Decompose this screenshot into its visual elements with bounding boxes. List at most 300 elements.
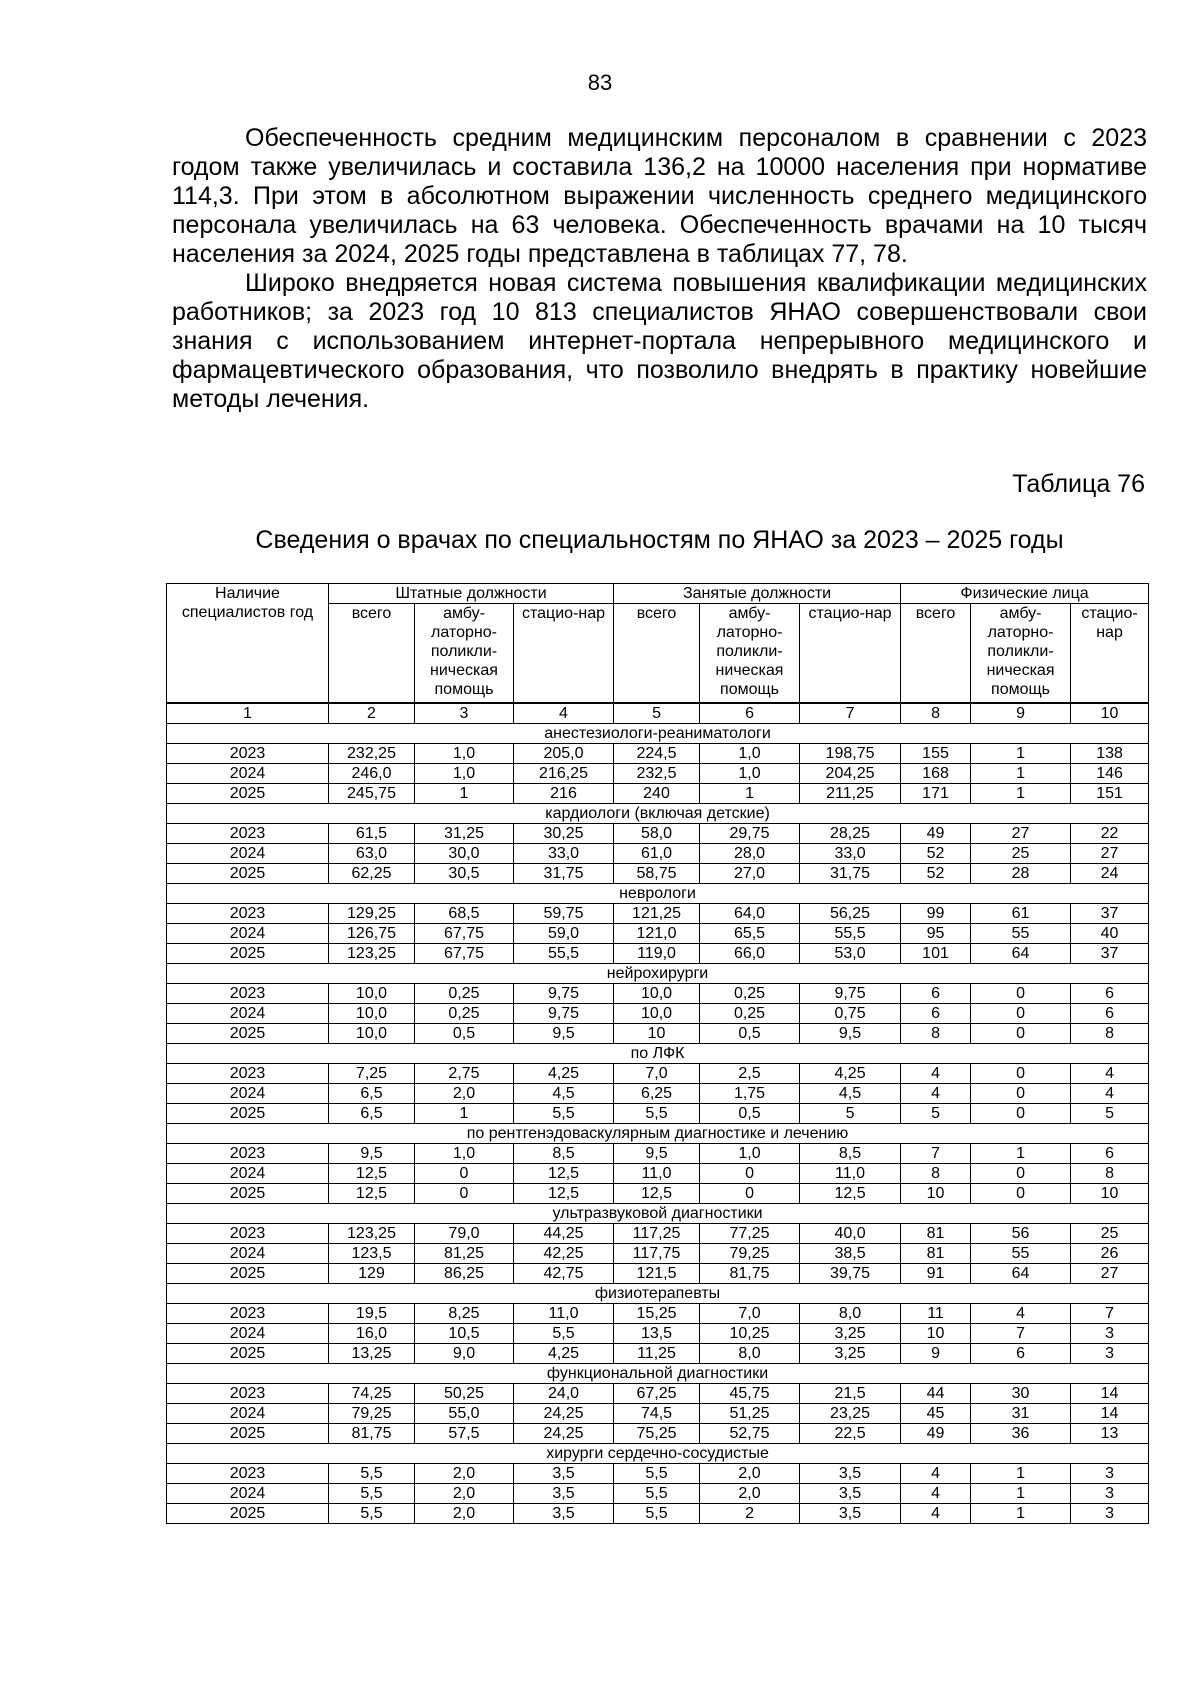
column-number-cell: 10 bbox=[1071, 703, 1149, 724]
header-group-cell: Физические лица bbox=[901, 584, 1149, 604]
table-cell: 55 bbox=[971, 1243, 1071, 1263]
table-cell: 0 bbox=[971, 1003, 1071, 1023]
table-cell: 56 bbox=[971, 1223, 1071, 1243]
table-cell: 53,0 bbox=[800, 943, 901, 963]
table-cell: 58,75 bbox=[614, 863, 700, 883]
table-cell: 56,25 bbox=[800, 903, 901, 923]
table-cell: 75,25 bbox=[614, 1423, 700, 1443]
table-cell: 79,25 bbox=[700, 1243, 800, 1263]
table-cell: 0,75 bbox=[800, 1003, 901, 1023]
header-cell: стацио-нар bbox=[514, 604, 614, 703]
year-cell: 2024 bbox=[167, 1083, 329, 1103]
table-cell: 2,75 bbox=[415, 1063, 514, 1083]
section-header-row bbox=[167, 1043, 1149, 1063]
table-cell: 1,0 bbox=[700, 763, 800, 783]
table-cell: 86,25 bbox=[415, 1263, 514, 1283]
table-cell: 52,75 bbox=[700, 1423, 800, 1443]
column-number-cell: 8 bbox=[901, 703, 971, 724]
table-cell: 4 bbox=[901, 1463, 971, 1483]
table-row bbox=[167, 1163, 1149, 1183]
year-cell: 2023 bbox=[167, 1383, 329, 1403]
table-cell: 3,5 bbox=[800, 1503, 901, 1523]
table-cell: 33,0 bbox=[800, 843, 901, 863]
table-cell: 66,0 bbox=[700, 943, 800, 963]
table-cell: 13,5 bbox=[614, 1323, 700, 1343]
table-cell: 5 bbox=[800, 1103, 901, 1123]
table-cell: 10,0 bbox=[329, 1003, 415, 1023]
year-cell: 2024 bbox=[167, 1003, 329, 1023]
table-row bbox=[167, 1143, 1149, 1163]
year-cell: 2024 bbox=[167, 1483, 329, 1503]
table-cell: 4,25 bbox=[800, 1063, 901, 1083]
table-row bbox=[167, 1243, 1149, 1263]
table-cell: 11,25 bbox=[614, 1343, 700, 1363]
header-cell: стацио-нар bbox=[1071, 604, 1149, 703]
table-cell: 5,5 bbox=[329, 1463, 415, 1483]
header-group-cell: Штатные должности bbox=[329, 584, 614, 604]
table-cell: 205,0 bbox=[514, 743, 614, 763]
table-cell: 119,0 bbox=[614, 943, 700, 963]
table-row bbox=[167, 1223, 1149, 1243]
table-cell: 7,0 bbox=[700, 1303, 800, 1323]
table-cell: 129 bbox=[329, 1263, 415, 1283]
table-cell: 2 bbox=[700, 1503, 800, 1523]
table-cell: 10,0 bbox=[329, 983, 415, 1003]
table-cell: 1 bbox=[415, 783, 514, 803]
table-cell: 27 bbox=[1071, 843, 1149, 863]
table-cell: 24,0 bbox=[514, 1383, 614, 1403]
table-cell: 121,0 bbox=[614, 923, 700, 943]
table-row bbox=[167, 1323, 1149, 1343]
table-cell: 21,5 bbox=[800, 1383, 901, 1403]
section-title-cell: физиотерапевты bbox=[167, 1283, 1149, 1303]
table-cell: 9,75 bbox=[514, 1003, 614, 1023]
table-cell: 224,5 bbox=[614, 743, 700, 763]
table-cell: 2,5 bbox=[700, 1063, 800, 1083]
table-cell: 95 bbox=[901, 923, 971, 943]
table-cell: 59,0 bbox=[514, 923, 614, 943]
section-title-cell: ультразвуковой диагностики bbox=[167, 1203, 1149, 1223]
table-cell: 68,5 bbox=[415, 903, 514, 923]
table-cell: 0 bbox=[971, 1023, 1071, 1043]
table-cell: 7 bbox=[971, 1323, 1071, 1343]
table-cell: 63,0 bbox=[329, 843, 415, 863]
table-cell: 232,5 bbox=[614, 763, 700, 783]
table-cell: 138 bbox=[1071, 743, 1149, 763]
table-cell: 12,5 bbox=[514, 1183, 614, 1203]
section-header-row bbox=[167, 963, 1149, 983]
table-cell: 81,75 bbox=[329, 1423, 415, 1443]
table-cell: 4 bbox=[901, 1063, 971, 1083]
table-cell: 26 bbox=[1071, 1243, 1149, 1263]
table-cell: 3,5 bbox=[514, 1483, 614, 1503]
section-title-cell: неврологи bbox=[167, 883, 1149, 903]
table-cell: 8,0 bbox=[700, 1343, 800, 1363]
table-cell: 0 bbox=[971, 1163, 1071, 1183]
table-cell: 31,75 bbox=[514, 863, 614, 883]
table-cell: 6 bbox=[901, 1003, 971, 1023]
header-cell: амбу-латорно-поликли-ническая помощь bbox=[700, 604, 800, 703]
year-cell: 2025 bbox=[167, 1263, 329, 1283]
table-cell: 77,25 bbox=[700, 1223, 800, 1243]
table-cell: 67,75 bbox=[415, 923, 514, 943]
section-header-row bbox=[167, 1443, 1149, 1463]
table-cell: 1,0 bbox=[700, 1143, 800, 1163]
table-cell: 11,0 bbox=[614, 1163, 700, 1183]
table-cell: 126,75 bbox=[329, 923, 415, 943]
table-cell: 4,25 bbox=[514, 1343, 614, 1363]
table-cell: 12,5 bbox=[514, 1163, 614, 1183]
table-cell: 6 bbox=[971, 1343, 1071, 1363]
table-cell: 3,25 bbox=[800, 1343, 901, 1363]
year-cell: 2025 bbox=[167, 863, 329, 883]
year-cell: 2025 bbox=[167, 1503, 329, 1523]
table-cell: 155 bbox=[901, 743, 971, 763]
table-cell: 8 bbox=[1071, 1163, 1149, 1183]
table-cell: 4 bbox=[1071, 1063, 1149, 1083]
table-cell: 1,75 bbox=[700, 1083, 800, 1103]
section-header-row bbox=[167, 1123, 1149, 1143]
header-cell: всего bbox=[614, 604, 700, 703]
table-cell: 44,25 bbox=[514, 1223, 614, 1243]
table-cell: 79,25 bbox=[329, 1403, 415, 1423]
table-cell: 2,0 bbox=[415, 1083, 514, 1103]
header-cell: всего bbox=[329, 604, 415, 703]
table-cell: 204,25 bbox=[800, 763, 901, 783]
table-cell: 3 bbox=[1071, 1463, 1149, 1483]
table-cell: 44 bbox=[901, 1383, 971, 1403]
table-cell: 27 bbox=[971, 823, 1071, 843]
table-cell: 55,0 bbox=[415, 1403, 514, 1423]
table-cell: 45 bbox=[901, 1403, 971, 1423]
table-cell: 232,25 bbox=[329, 743, 415, 763]
year-cell: 2024 bbox=[167, 763, 329, 783]
table-cell: 5,5 bbox=[514, 1103, 614, 1123]
table-cell: 74,5 bbox=[614, 1403, 700, 1423]
table-cell: 9 bbox=[901, 1343, 971, 1363]
table-cell: 0,25 bbox=[415, 1003, 514, 1023]
table-cell: 1,0 bbox=[700, 743, 800, 763]
table-cell: 42,25 bbox=[514, 1243, 614, 1263]
table-cell: 0 bbox=[415, 1183, 514, 1203]
table-cell: 36 bbox=[971, 1423, 1071, 1443]
table-cell: 0 bbox=[971, 983, 1071, 1003]
table-cell: 6,5 bbox=[329, 1103, 415, 1123]
year-cell: 2024 bbox=[167, 1403, 329, 1423]
table-caption: Таблица 76 bbox=[1012, 470, 1145, 498]
table-cell: 9,75 bbox=[800, 983, 901, 1003]
header-cell: амбу-латорно-поликли-ническая помощь bbox=[415, 604, 514, 703]
table-cell: 168 bbox=[901, 763, 971, 783]
column-number-cell: 9 bbox=[971, 703, 1071, 724]
table-row bbox=[167, 923, 1149, 943]
table-cell: 61,5 bbox=[329, 823, 415, 843]
table-cell: 81 bbox=[901, 1223, 971, 1243]
page-number: 83 bbox=[587, 70, 613, 95]
table-row bbox=[167, 943, 1149, 963]
table-cell: 6 bbox=[901, 983, 971, 1003]
table-cell: 0,25 bbox=[700, 1003, 800, 1023]
table-cell: 7,0 bbox=[614, 1063, 700, 1083]
table-cell: 49 bbox=[901, 823, 971, 843]
table-row bbox=[167, 903, 1149, 923]
section-title-cell: нейрохирурги bbox=[167, 963, 1149, 983]
table-cell: 8,5 bbox=[800, 1143, 901, 1163]
table-cell: 0 bbox=[971, 1103, 1071, 1123]
column-number-cell: 1 bbox=[167, 703, 329, 724]
table-cell: 14 bbox=[1071, 1383, 1149, 1403]
table-cell: 5 bbox=[901, 1103, 971, 1123]
table-cell: 67,75 bbox=[415, 943, 514, 963]
table-cell: 55,5 bbox=[514, 943, 614, 963]
table-title: Сведения о врачах по специальностям по ЯНАО за 2023 – 2025 годы bbox=[255, 526, 1064, 554]
table-body bbox=[167, 703, 1149, 1524]
table-group-header-row bbox=[167, 584, 1149, 604]
table-cell: 64 bbox=[971, 943, 1071, 963]
column-number-cell: 4 bbox=[514, 703, 614, 724]
year-cell: 2025 bbox=[167, 943, 329, 963]
table-cell: 31,25 bbox=[415, 823, 514, 843]
year-cell: 2024 bbox=[167, 923, 329, 943]
table-cell: 81 bbox=[901, 1243, 971, 1263]
table-cell: 61,0 bbox=[614, 843, 700, 863]
header-cell: Наличие специалистов год bbox=[167, 584, 329, 703]
table-cell: 4 bbox=[901, 1503, 971, 1523]
section-title-cell: по ЛФК bbox=[167, 1043, 1149, 1063]
table-cell: 22,5 bbox=[800, 1423, 901, 1443]
table-row bbox=[167, 1183, 1149, 1203]
table-cell: 3,5 bbox=[514, 1503, 614, 1523]
header-group-cell: Занятые должности bbox=[614, 584, 901, 604]
table-cell: 49 bbox=[901, 1423, 971, 1443]
table-cell: 171 bbox=[901, 783, 971, 803]
table-cell: 23,25 bbox=[800, 1403, 901, 1423]
table-cell: 9,5 bbox=[800, 1023, 901, 1043]
table-cell: 9,5 bbox=[614, 1143, 700, 1163]
table-cell: 3,25 bbox=[800, 1323, 901, 1343]
table-cell: 8,0 bbox=[800, 1303, 901, 1323]
table-cell: 40,0 bbox=[800, 1223, 901, 1243]
table-cell: 0,25 bbox=[700, 983, 800, 1003]
table-cell: 117,25 bbox=[614, 1223, 700, 1243]
table-cell: 24 bbox=[1071, 863, 1149, 883]
body-text bbox=[172, 124, 1147, 414]
table-cell: 64 bbox=[971, 1263, 1071, 1283]
table-cell: 12,5 bbox=[800, 1183, 901, 1203]
table-cell: 1 bbox=[971, 1463, 1071, 1483]
table-cell: 0,25 bbox=[415, 983, 514, 1003]
section-header-row bbox=[167, 1363, 1149, 1383]
table-cell: 211,25 bbox=[800, 783, 901, 803]
year-cell: 2023 bbox=[167, 983, 329, 1003]
paragraph: Обеспеченность средним медицинским персоналом в сравнении с 2023 годом также увеличилась и составила 136,2 на 10000 населения при нормативе 114,3. При этом в абсолютном выражении численность среднего медицинского персонала увеличилась на 63 человека. Обеспеченность врачами на 10 тысяч населения за 2024, 2025 годы представлена в таблицах 77, 78. bbox=[172, 124, 1147, 268]
table-cell: 2,0 bbox=[415, 1463, 514, 1483]
table-cell: 0,5 bbox=[700, 1023, 800, 1043]
table-cell: 25 bbox=[1071, 1223, 1149, 1243]
table-cell: 1 bbox=[700, 783, 800, 803]
table-cell: 8,5 bbox=[514, 1143, 614, 1163]
table-cell: 7 bbox=[1071, 1303, 1149, 1323]
table-cell: 117,75 bbox=[614, 1243, 700, 1263]
table-cell: 9,5 bbox=[329, 1143, 415, 1163]
table-cell: 62,25 bbox=[329, 863, 415, 883]
table-cell: 4,5 bbox=[514, 1083, 614, 1103]
table-row bbox=[167, 983, 1149, 1003]
table-row bbox=[167, 843, 1149, 863]
table-cell: 7,25 bbox=[329, 1063, 415, 1083]
table-cell: 4 bbox=[1071, 1083, 1149, 1103]
table-cell: 129,25 bbox=[329, 903, 415, 923]
section-header-row bbox=[167, 723, 1149, 743]
column-number-cell: 5 bbox=[614, 703, 700, 724]
section-title-cell: хирурги сердечно-сосудистые bbox=[167, 1443, 1149, 1463]
table-cell: 52 bbox=[901, 843, 971, 863]
year-cell: 2025 bbox=[167, 1343, 329, 1363]
table-cell: 37 bbox=[1071, 943, 1149, 963]
table-row bbox=[167, 1503, 1149, 1523]
table-cell: 3,5 bbox=[800, 1483, 901, 1503]
table-cell: 30 bbox=[971, 1383, 1071, 1403]
table-cell: 1 bbox=[971, 1503, 1071, 1523]
table-cell: 123,5 bbox=[329, 1243, 415, 1263]
table-cell: 13 bbox=[1071, 1423, 1149, 1443]
table-cell: 1 bbox=[971, 763, 1071, 783]
section-title-cell: анестезиологи-реаниматологи bbox=[167, 723, 1149, 743]
table-cell: 8 bbox=[1071, 1023, 1149, 1043]
table-cell: 19,5 bbox=[329, 1303, 415, 1323]
table-row bbox=[167, 1423, 1149, 1443]
table-cell: 15,25 bbox=[614, 1303, 700, 1323]
table-cell: 50,25 bbox=[415, 1383, 514, 1403]
column-number-cell: 6 bbox=[700, 703, 800, 724]
table-cell: 146 bbox=[1071, 763, 1149, 783]
table-cell: 9,0 bbox=[415, 1343, 514, 1363]
table-cell: 9,5 bbox=[514, 1023, 614, 1043]
table-cell: 16,0 bbox=[329, 1323, 415, 1343]
section-header-row bbox=[167, 883, 1149, 903]
table-cell: 31 bbox=[971, 1403, 1071, 1423]
table-cell: 5,5 bbox=[329, 1483, 415, 1503]
year-cell: 2023 bbox=[167, 1063, 329, 1083]
table-cell: 28,25 bbox=[800, 823, 901, 843]
table-row bbox=[167, 763, 1149, 783]
table-cell: 12,5 bbox=[329, 1163, 415, 1183]
section-title-cell: по рентгенэдоваскулярным диагностике и лечению bbox=[167, 1123, 1149, 1143]
table-cell: 3,5 bbox=[800, 1463, 901, 1483]
table-cell: 101 bbox=[901, 943, 971, 963]
table-cell: 10 bbox=[901, 1183, 971, 1203]
table-cell: 9,75 bbox=[514, 983, 614, 1003]
table-cell: 91 bbox=[901, 1263, 971, 1283]
data-table bbox=[166, 583, 1149, 1524]
table-cell: 4,5 bbox=[800, 1083, 901, 1103]
table-row bbox=[167, 1383, 1149, 1403]
table-cell: 216 bbox=[514, 783, 614, 803]
table-cell: 123,25 bbox=[329, 943, 415, 963]
table-cell: 5,5 bbox=[614, 1103, 700, 1123]
table-cell: 59,75 bbox=[514, 903, 614, 923]
table-cell: 12,5 bbox=[329, 1183, 415, 1203]
table-row bbox=[167, 1303, 1149, 1323]
table-cell: 246,0 bbox=[329, 763, 415, 783]
table-cell: 27,0 bbox=[700, 863, 800, 883]
year-cell: 2025 bbox=[167, 1183, 329, 1203]
table-cell: 11,0 bbox=[514, 1303, 614, 1323]
table-cell: 216,25 bbox=[514, 763, 614, 783]
table-cell: 1,0 bbox=[415, 743, 514, 763]
table-cell: 0,5 bbox=[415, 1023, 514, 1043]
table-row bbox=[167, 863, 1149, 883]
table-cell: 10,0 bbox=[614, 1003, 700, 1023]
table-cell: 10 bbox=[1071, 1183, 1149, 1203]
table-cell: 39,75 bbox=[800, 1263, 901, 1283]
table-cell: 24,25 bbox=[514, 1423, 614, 1443]
table-cell: 2,0 bbox=[415, 1483, 514, 1503]
table-cell: 0 bbox=[971, 1083, 1071, 1103]
column-number-cell: 7 bbox=[800, 703, 901, 724]
table-cell: 61 bbox=[971, 903, 1071, 923]
year-cell: 2024 bbox=[167, 843, 329, 863]
table-cell: 4 bbox=[901, 1083, 971, 1103]
table-cell: 6,5 bbox=[329, 1083, 415, 1103]
table-cell: 1 bbox=[415, 1103, 514, 1123]
table-row bbox=[167, 783, 1149, 803]
table-cell: 65,5 bbox=[700, 923, 800, 943]
table-cell: 28,0 bbox=[700, 843, 800, 863]
table-row bbox=[167, 1023, 1149, 1043]
table-cell: 0 bbox=[700, 1183, 800, 1203]
table-cell: 27 bbox=[1071, 1263, 1149, 1283]
table-cell: 10 bbox=[614, 1023, 700, 1043]
table-cell: 13,25 bbox=[329, 1343, 415, 1363]
table-row bbox=[167, 1483, 1149, 1503]
table-cell: 123,25 bbox=[329, 1223, 415, 1243]
table-row bbox=[167, 1003, 1149, 1023]
table-cell: 3,5 bbox=[514, 1463, 614, 1483]
table-row bbox=[167, 1403, 1149, 1423]
year-cell: 2023 bbox=[167, 743, 329, 763]
table-cell: 121,25 bbox=[614, 903, 700, 923]
table-cell: 4 bbox=[901, 1483, 971, 1503]
table-cell: 25 bbox=[971, 843, 1071, 863]
year-cell: 2023 bbox=[167, 1223, 329, 1243]
table-cell: 11,0 bbox=[800, 1163, 901, 1183]
table-cell: 45,75 bbox=[700, 1383, 800, 1403]
section-header-row bbox=[167, 803, 1149, 823]
year-cell: 2023 bbox=[167, 1463, 329, 1483]
table-cell: 30,5 bbox=[415, 863, 514, 883]
table-cell: 6 bbox=[1071, 1003, 1149, 1023]
table-cell: 0 bbox=[415, 1163, 514, 1183]
table-cell: 151 bbox=[1071, 783, 1149, 803]
table-cell: 67,25 bbox=[614, 1383, 700, 1403]
column-number-cell: 3 bbox=[415, 703, 514, 724]
table-cell: 10 bbox=[901, 1323, 971, 1343]
table-cell: 28 bbox=[971, 863, 1071, 883]
table-cell: 4 bbox=[971, 1303, 1071, 1323]
table-row bbox=[167, 823, 1149, 843]
table-cell: 1 bbox=[971, 1483, 1071, 1503]
year-cell: 2025 bbox=[167, 1103, 329, 1123]
column-number-row bbox=[167, 703, 1149, 724]
table-row bbox=[167, 1083, 1149, 1103]
table-cell: 10,0 bbox=[614, 983, 700, 1003]
table-row bbox=[167, 1463, 1149, 1483]
table-cell: 30,0 bbox=[415, 843, 514, 863]
table-cell: 79,0 bbox=[415, 1223, 514, 1243]
table-cell: 10,25 bbox=[700, 1323, 800, 1343]
table-cell: 55 bbox=[971, 923, 1071, 943]
